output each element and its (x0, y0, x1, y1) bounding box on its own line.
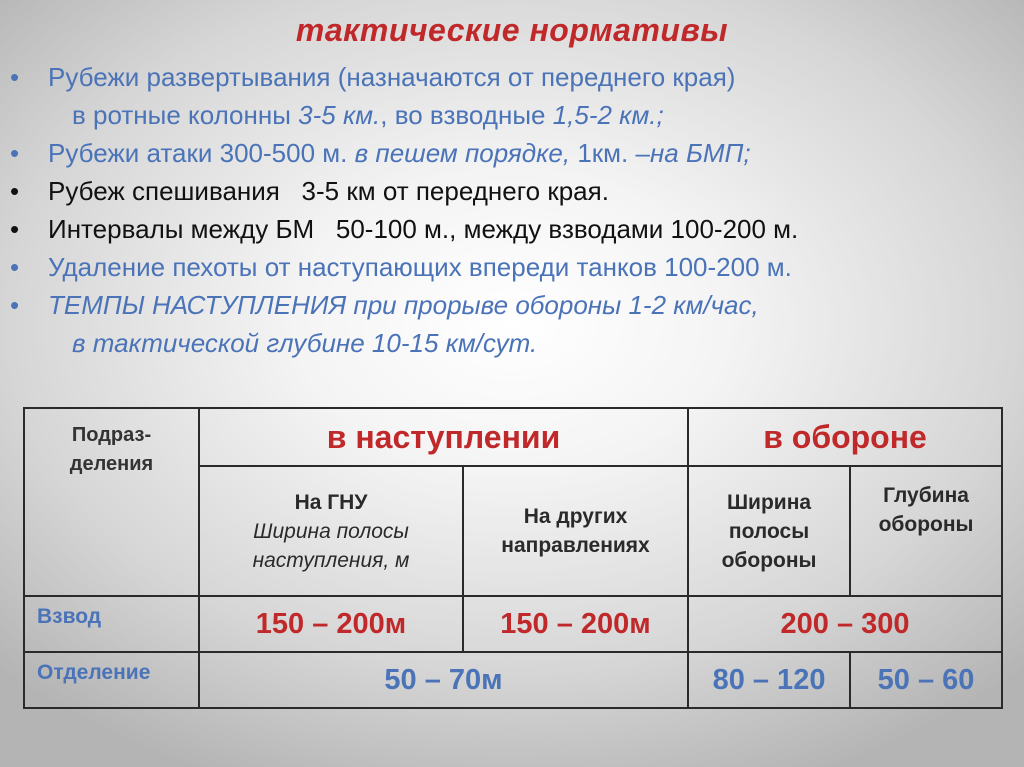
defense-width-subheader (688, 466, 850, 596)
platoon-other-value: 150 – 200м (463, 596, 688, 652)
text-span-italic: на БМП; (649, 138, 751, 168)
bullet-marker: • (10, 138, 20, 168)
bullet-item-tempo-cont (8, 324, 1018, 362)
text-span: Рубежи атаки 300-500 м. (48, 138, 355, 168)
gnu-desc-line: Ширина полосы (253, 519, 409, 543)
subheader-text: обороны (878, 513, 974, 536)
unit-column-header (24, 408, 199, 596)
bullet-item-deployment-cont (8, 96, 1018, 134)
subheader-line (689, 488, 849, 517)
subheader-text: обороны (721, 548, 817, 572)
bullet-item-dismount (8, 172, 1018, 210)
text-span: 1км. – (570, 138, 650, 168)
bullet-item-tempo (8, 286, 1018, 324)
bullet-item-deployment (8, 58, 1018, 96)
bullet-item-attack (8, 134, 1018, 172)
offense-header: в наступлении (199, 408, 688, 466)
unit-header-line: деления (69, 453, 154, 475)
bullet-marker: • (10, 252, 20, 282)
subheader-line (464, 502, 687, 531)
subheader-text: полосы (728, 519, 810, 543)
subheader-text: направлениях (501, 534, 650, 557)
bullet-text: Удаление пехоты от наступающих впереди танков 100-200 м. (48, 252, 792, 282)
bullet-text (48, 134, 751, 172)
row-label-platoon: Взвод (24, 596, 199, 652)
gnu-subheader (199, 466, 463, 596)
bullet-list (8, 58, 1018, 362)
subheader-text: Ширина (726, 490, 812, 514)
text-span-italic: в пешем порядке, (354, 138, 571, 168)
subheader-line (851, 481, 1001, 510)
row-label-squad: Отделение (24, 652, 199, 708)
bullet-text-cont: в тактической глубине 10-15 км/сут. (72, 328, 538, 358)
squad-width-value: 80 – 120 (688, 652, 850, 708)
bullet-marker: • (10, 290, 20, 320)
other-directions-subheader (463, 466, 688, 596)
squad-offense-value: 50 – 70м (199, 652, 688, 708)
text-span-italic: 3-5 км. (298, 100, 381, 130)
bullet-marker: • (10, 176, 20, 206)
subheader-text: Глубина (883, 484, 969, 507)
subheader-text: На других (523, 505, 628, 528)
defense-header: в обороне (688, 408, 1002, 466)
subheader-line (464, 531, 687, 560)
bullet-item-intervals (8, 210, 1018, 248)
bullet-item-infantry-distance (8, 248, 1018, 286)
gnu-desc-line: наступления, м (252, 548, 410, 572)
table-row-platoon (24, 596, 1002, 652)
subheader-line (689, 517, 849, 546)
bullet-marker: • (10, 62, 20, 92)
text-span-italic: 1,5-2 км.; (552, 100, 664, 130)
platoon-gnu-value: 150 – 200м (199, 596, 463, 652)
bullet-text: Рубежи развертывания (назначаются от переднего края) (48, 62, 736, 92)
bullet-text-cont (72, 96, 664, 134)
platoon-defense-value: 200 – 300 (688, 596, 1002, 652)
gnu-title (200, 488, 462, 517)
subheader-line (851, 510, 1001, 539)
table-header-row (24, 408, 1002, 466)
table-row-squad (24, 652, 1002, 708)
bullet-text: Интервалы между БМ 50-100 м., между взводами 100-200 м. (48, 214, 799, 244)
text-span: , во взводные (380, 100, 553, 130)
unit-header-line: Подраз- (71, 424, 152, 446)
slide-title: тактические нормативы (295, 12, 729, 48)
norms-table (23, 407, 1003, 709)
text-span: в ротные колонны (72, 100, 299, 130)
defense-depth-subheader (850, 466, 1002, 596)
subheader-line (689, 546, 849, 575)
bullet-text: Рубеж спешивания 3-5 км от переднего края. (48, 176, 609, 206)
bullet-text: ТЕМПЫ НАСТУПЛЕНИЯ при прорыве обороны 1-2 км/час, (48, 290, 759, 320)
squad-depth-value: 50 – 60 (850, 652, 1002, 708)
gnu-title-text: На ГНУ (294, 490, 368, 514)
bullet-marker: • (10, 214, 20, 244)
